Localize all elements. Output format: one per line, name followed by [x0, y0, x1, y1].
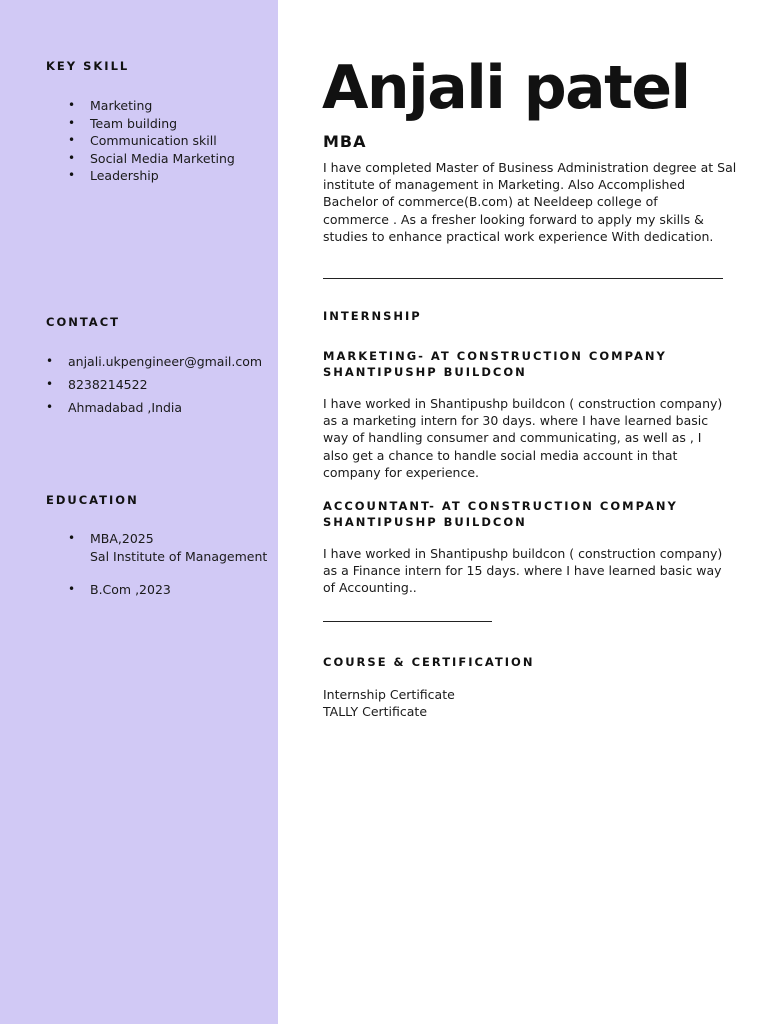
internship-description: I have worked in Shantipushp buildcon ( construction company) as a marketing intern for 30 days. where I have learned basic way of handling consumer and communicating, as well as , I also get a chance to handle social media account in that company for experience.: [323, 396, 723, 480]
certification-item: TALLY Certificate: [323, 704, 428, 720]
certification-list: [323, 686, 733, 720]
bullet-icon: •: [68, 150, 76, 165]
education-institute: Sal Institute of Management: [90, 548, 268, 564]
contact-location: • Ahmadabad ,India: [46, 400, 183, 415]
certification-item: Internship Certificate: [323, 687, 455, 702]
key-skill-heading: KEY SKILL: [46, 59, 130, 73]
skill-item: • Marketing: [68, 98, 153, 113]
contact-heading: CONTACT: [46, 315, 120, 329]
sidebar: [0, 0, 278, 1024]
summary-paragraph: I have completed Master of Business Administration degree at Sal institute of management in Marketing. Also Accomplished Bachelor of commerce(B.com) at Neeldeep college of commerce . As a fresher looking forward to apply my skills & studies to enhance practical work experience With dedication.: [323, 160, 737, 244]
contact-list: [46, 353, 263, 422]
skill-item: • Communication skill: [68, 133, 217, 148]
candidate-degree: MBA: [323, 132, 367, 151]
internship-description: I have worked in Shantipushp buildcon ( construction company) as a Finance intern for 15 days. where I have learned basic way of Accounting..: [323, 546, 723, 596]
bullet-icon: •: [68, 168, 76, 182]
bullet-icon: •: [68, 115, 76, 130]
section-divider: [323, 278, 723, 279]
education-item: [68, 581, 267, 599]
certification-heading: COURSE & CERTIFICATION: [323, 655, 535, 669]
bullet-icon: •: [46, 354, 54, 368]
internship-title: ACCOUNTANT- AT CONSTRUCTION COMPANY SHANTIPUSHP BUILDCON: [323, 499, 678, 529]
skill-item: • Leadership: [68, 168, 159, 183]
bullet-icon: •: [68, 133, 76, 147]
short-divider: [323, 621, 492, 622]
internship-title: MARKETING- AT CONSTRUCTION COMPANY SHANTIPUSHP BUILDCON: [323, 349, 667, 379]
bullet-icon: •: [68, 531, 76, 545]
skill-item: • Team building: [68, 115, 178, 131]
skill-item: • Social Media Marketing: [68, 150, 235, 166]
education-heading: EDUCATION: [46, 493, 139, 507]
candidate-name: Anjali patel: [322, 53, 690, 123]
bullet-icon: •: [68, 582, 76, 596]
bullet-icon: •: [68, 98, 76, 112]
contact-email[interactable]: • anjali.ukpengineer@gmail.com: [46, 354, 263, 369]
education-degree: MBA,2025: [90, 531, 154, 546]
bullet-icon: •: [46, 400, 54, 414]
key-skill-list: [68, 97, 235, 185]
bullet-icon: •: [46, 377, 54, 391]
internship-heading: INTERNSHIP: [323, 309, 422, 323]
education-degree: B.Com ,2023: [90, 582, 171, 597]
education-item: [68, 530, 268, 565]
contact-phone: • 8238214522: [46, 377, 148, 392]
education-list: [68, 530, 268, 615]
